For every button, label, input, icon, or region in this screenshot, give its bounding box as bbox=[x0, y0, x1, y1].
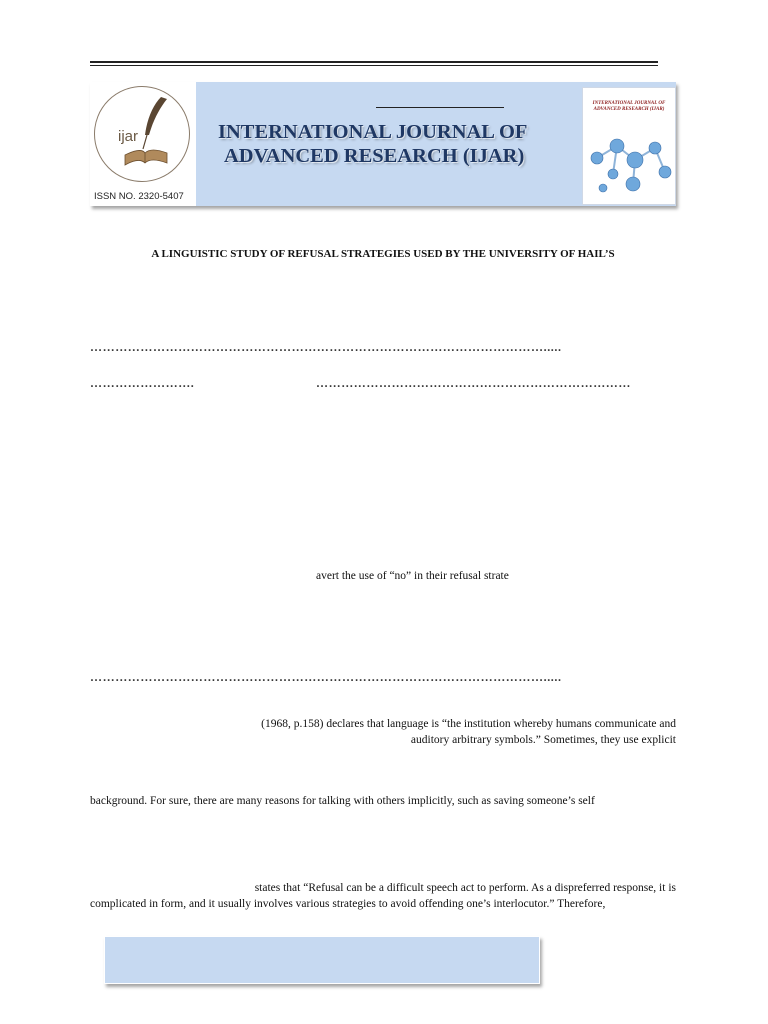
journal-title-line2: ADVANCED RESEARCH (IJAR) bbox=[224, 145, 525, 167]
logo-text: ijar bbox=[118, 128, 139, 145]
intro-line-4: states that “Refusal can be a difficult speech act to perform. As a dispreferred response, it is bbox=[254, 882, 676, 894]
cover-title: INTERNATIONAL JOURNAL OF ADVANCED RESEARCH (IJAR) bbox=[592, 101, 666, 112]
issn-label: ISSN NO. 2320-5407 bbox=[94, 191, 184, 202]
intro-line-3: background. For sure, there are many reasons for talking with others implicitly, such as saving someone’s self bbox=[90, 795, 595, 807]
dotted-separator-2: ………………………………………………………………………………………………..... bbox=[90, 670, 562, 684]
intro-line-2: auditory arbitrary symbols.” Sometimes, they use explicit bbox=[410, 734, 676, 746]
journal-logo bbox=[90, 82, 196, 206]
corresponding-author-box bbox=[104, 936, 540, 984]
dotted-separator-right: ………………………………………………………………… bbox=[316, 376, 631, 390]
quill-book-icon bbox=[95, 87, 189, 181]
abstract-fragment: avert the use of “no” in their refusal strate bbox=[316, 570, 509, 582]
dotted-separator-left: ……………………. bbox=[90, 376, 195, 390]
intro-line-5: complicated in form, and it usually involves various strategies to avoid offending one’s interlocutor.” Therefore, bbox=[90, 898, 606, 910]
journal-title-line1: INTERNATIONAL JOURNAL OF bbox=[218, 121, 528, 143]
dotted-separator: ………………………………………………………………………………………………..... bbox=[90, 340, 562, 354]
top-rule-thick bbox=[90, 61, 658, 63]
journal-banner bbox=[90, 82, 676, 206]
intro-line-1: (1968, p.158) declares that language is “the institution whereby humans communicate and bbox=[261, 718, 676, 730]
logo-seal bbox=[94, 86, 190, 182]
journal-title bbox=[218, 120, 568, 168]
molecule-icon bbox=[583, 88, 675, 204]
top-rule-thin bbox=[90, 65, 658, 66]
title-rule bbox=[376, 107, 504, 108]
paper-title: A LINGUISTIC STUDY OF REFUSAL STRATEGIES USED BY THE UNIVERSITY OF HAIL’S bbox=[151, 248, 615, 260]
journal-cover-thumbnail bbox=[582, 87, 676, 205]
